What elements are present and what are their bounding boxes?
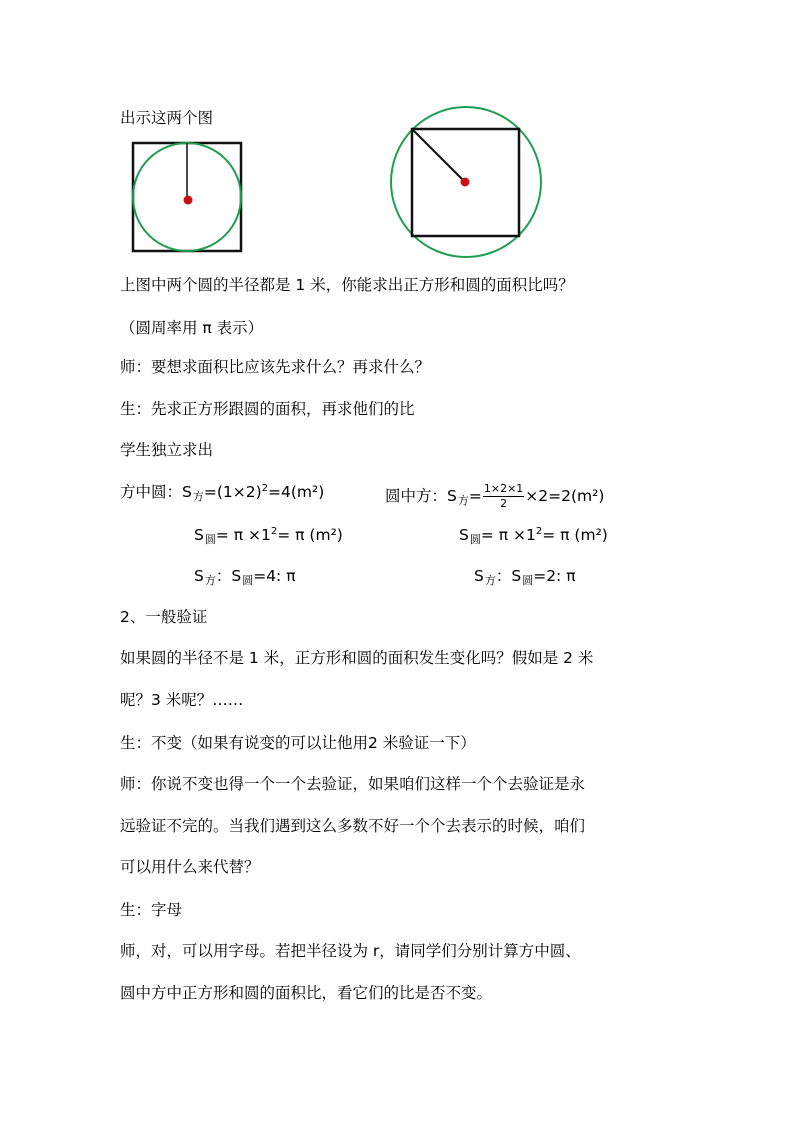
right-eq2-exp: 2	[535, 526, 543, 537]
square-subscript: 方	[192, 490, 204, 503]
right-eq2-a: = π ×1	[480, 526, 536, 544]
left-ratio-line	[194, 566, 296, 588]
circle-subscript: 圆	[469, 533, 481, 546]
right-calc-line-2	[459, 525, 608, 548]
question-line-2: （圆周率用 π 表示）	[120, 319, 264, 337]
area-symbol: S	[447, 487, 457, 505]
figure-square-in-circle	[388, 104, 546, 262]
right-ratio-value: =2: π	[533, 567, 576, 585]
circle-subscript: 圆	[242, 574, 254, 587]
circle-subscript: 圆	[522, 574, 534, 587]
left-eq1-a: =(1×2)	[203, 483, 262, 501]
student-answer: 生：先求正方形跟圆的面积，再求他们的比	[120, 400, 415, 418]
right-label: 圆中方：	[385, 487, 448, 505]
student-letter: 生：字母	[120, 901, 183, 919]
figure-circle-in-square	[130, 140, 246, 256]
fraction	[483, 482, 524, 511]
area-symbol: S	[194, 567, 204, 585]
area-symbol: S	[474, 567, 484, 585]
center-point	[184, 196, 193, 205]
left-label: 方中圆：	[120, 483, 183, 501]
area-symbol: S	[194, 526, 204, 544]
circle-subscript: 圆	[204, 533, 216, 546]
left-eq1-b: =4(m²)	[268, 483, 325, 501]
left-eq2-exp: 2	[270, 526, 278, 537]
teacher-question: 师：要想求面积比应该先求什么？再求什么？	[120, 358, 431, 376]
right-eq1-a: =	[468, 487, 482, 505]
center-point	[461, 178, 470, 187]
area-symbol: S	[182, 483, 192, 501]
ratio-separator: ：	[495, 567, 512, 585]
area-symbol: S	[231, 567, 242, 585]
right-eq2-b: = π (m²)	[542, 526, 608, 544]
teacher-line-1: 师：你说不变也得一个一个去验证，如果咱们这样一个个去验证是永	[120, 775, 586, 793]
area-symbol: S	[459, 526, 469, 544]
right-ratio-line	[474, 566, 576, 588]
left-eq1-exp: 2	[261, 483, 269, 494]
fraction-numerator: 1×2×1	[483, 482, 524, 495]
student-reply: 生：不变（如果有说变的可以让他用2 米验证一下）	[120, 734, 476, 752]
paragraph-line-1: 如果圆的半径不是 1 米，正方形和圆的面积发生变化吗？假如是 2 米	[120, 649, 594, 667]
square-subscript: 方	[484, 574, 496, 587]
teacher-line-3: 可以用什么来代替？	[120, 858, 260, 876]
question-line-1: 上图中两个圆的半径都是 1 米，你能求出正方形和圆的面积比吗？	[120, 276, 574, 294]
intro-text: 出示这两个图	[120, 109, 214, 127]
left-eq2-b: = π (m²)	[277, 526, 343, 544]
fraction-denominator: 2	[500, 497, 508, 510]
area-symbol: S	[511, 567, 522, 585]
right-calc-line-1	[385, 482, 604, 511]
radius-line	[412, 129, 465, 182]
ratio-separator: ：	[215, 567, 232, 585]
left-ratio-value: =4: π	[253, 567, 296, 585]
left-eq2-a: = π ×1	[215, 526, 271, 544]
square-subscript: 方	[204, 574, 216, 587]
teacher-final-line-2: 圆中方中正方形和圆的面积比，看它们的比是否不变。	[120, 984, 493, 1002]
independent-solve: 学生独立求出	[120, 441, 214, 459]
section-heading: 2、一般验证	[120, 608, 208, 626]
left-calc-line-2	[194, 525, 343, 548]
paragraph-line-2: 呢？3 米呢？……	[120, 691, 244, 709]
left-calc-line-1	[120, 482, 324, 505]
teacher-line-2: 远验证不完的。当我们遇到这么多数不好一个个去表示的时候，咱们	[120, 817, 586, 835]
teacher-final-line-1: 师，对，可以用字母。若把半径设为 r，请同学们分别计算方中圆、	[120, 942, 581, 960]
square-subscript: 方	[457, 494, 469, 507]
right-eq1-b: ×2=2(m²)	[525, 487, 605, 505]
